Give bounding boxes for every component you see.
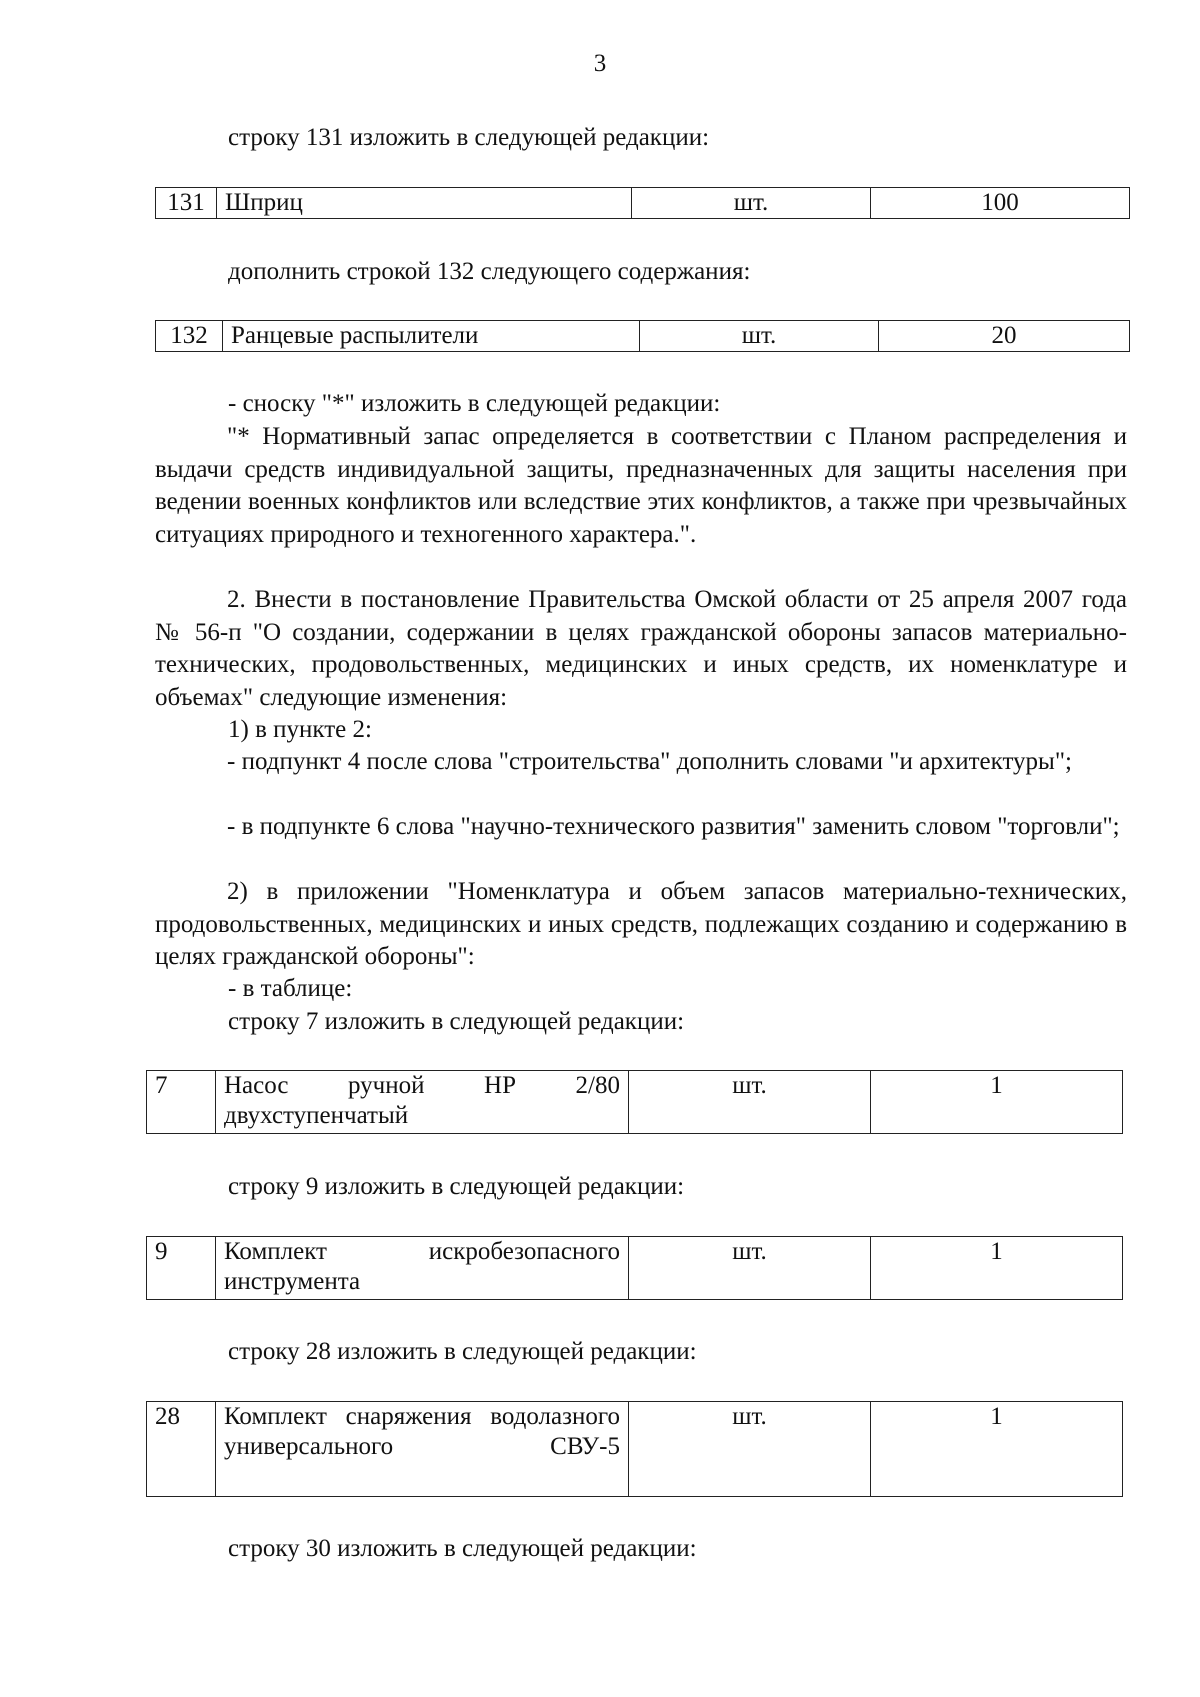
cell-quantity: 20 (879, 321, 1130, 352)
instruction-line-132: дополнить строкой 132 следующего содержания: (228, 258, 751, 285)
subitem-6: - в подпункте 6 слова "научно-технического развития" заменить словом "торговли"; (227, 813, 1120, 840)
cell-unit: шт. (632, 188, 871, 219)
cell-unit: шт. (640, 321, 879, 352)
instruction-line-30: строку 30 изложить в следующей редакции: (228, 1535, 697, 1562)
cell-name: Ранцевые распылители (223, 321, 640, 352)
cell-unit: шт. (629, 1237, 871, 1300)
table-row-7 (146, 1070, 1123, 1134)
instruction-line-28: строку 28 изложить в следующей редакции: (228, 1338, 697, 1365)
cell-number: 131 (156, 188, 217, 219)
cell-number: 132 (156, 321, 223, 352)
cell-unit: шт. (629, 1071, 871, 1134)
instruction-footnote: - сноску "*" изложить в следующей редакции: (228, 390, 721, 417)
in-table-line: - в таблице: (228, 975, 353, 1002)
table-row-132 (155, 320, 1130, 352)
cell-number: 9 (147, 1237, 216, 1300)
item-2-annex: 2) в приложении "Номенклатура и объем запасов материально-технических, продовольственных, медицинских и иных средств, подлежащих созданию и содержанию в целях гражданской обороны": (155, 878, 1127, 970)
item-1-point-2: 1) в пункте 2: (228, 716, 372, 743)
footnote-text: "* Нормативный запас определяется в соответствии с Планом распределения и выдачи средств индивидуальной защиты, предназначенных для защиты населения при ведении военных конфликтов или вследствие этих конфликтов, а также при чрезвычайных ситуациях природного и техногенного характера.". (155, 423, 1127, 548)
instruction-line-7: строку 7 изложить в следующей редакции: (228, 1008, 685, 1035)
page-number: 3 (593, 50, 607, 77)
cell-quantity: 100 (871, 188, 1130, 219)
table-row-131 (155, 187, 1130, 219)
instruction-line-131: строку 131 изложить в следующей редакции: (228, 124, 710, 151)
paragraph-2: 2. Внести в постановление Правительства Омской области от 25 апреля 2007 года № 56-п "О создании, содержании в целях гражданской обороны запасов материально-технических, продовольственных, медицинских и иных средств, их номенклатуре и объемах" следующие изменения: (155, 586, 1127, 711)
cell-name: Комплект искробезопасного инструмента (216, 1237, 629, 1300)
instruction-line-9: строку 9 изложить в следующей редакции: (228, 1173, 685, 1200)
cell-unit: шт. (629, 1402, 871, 1497)
subitem-4: - подпункт 4 после слова "строительства" дополнить словами "и архитектуры"; (227, 748, 1072, 775)
cell-name: Комплект снаряжения водолазного универсального СВУ-5 (216, 1402, 629, 1497)
cell-quantity: 1 (871, 1402, 1123, 1497)
cell-name: Насос ручной НР 2/80 двухступенчатый (216, 1071, 629, 1134)
table-row-9 (146, 1236, 1123, 1300)
cell-number: 7 (147, 1071, 216, 1134)
cell-number: 28 (147, 1402, 216, 1497)
cell-quantity: 1 (871, 1071, 1123, 1134)
table-row-28 (146, 1401, 1123, 1497)
cell-name: Шприц (217, 188, 632, 219)
cell-quantity: 1 (871, 1237, 1123, 1300)
